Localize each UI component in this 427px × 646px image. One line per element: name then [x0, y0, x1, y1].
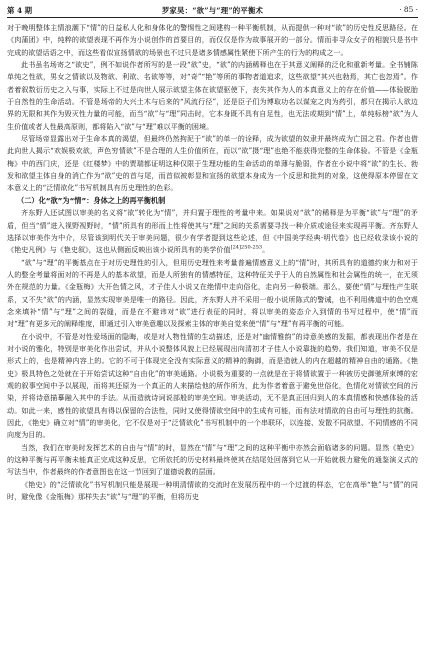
paragraph: 此书虽名场寄之“欲史”，例不如说作者所写的是一段“欲”史，“欲”的内涵稀释也在于其意义阐释的泛化和重新考量。全书铺陈单纯之性欲，男女之情欲以及物欲、利欲、名欲等等，对“奇”“艳”等所的事物者道追求，这些欲望“其兴也勃焉，其亡也忽焉”。作者着叙数衍历史之入与事，实际上不过是向世人展示欲望主体在欲望驱使下，丧失其作为人的本真意义上的存在价值——体验脱胎于自然性的生命活动。不管是场帝的大兴土木与后来的“风流行径”，还是臣子们为博取功名以谋宠之肉为药引，都只在揭示人欲边界的无限和其作为毁灭性力量的可能，而当“欲”与“理”同击时，它本身既不具有自足性，也无法或期到“情”上，单纯标榜“欲”为人生价值或者人性最高原则，都将陷入“欲”与“理”难以平衡的困境。	[7, 60, 418, 131]
running-header	[7, 4, 418, 18]
section-heading: （二）化“欲”为“情”：身体之上的再平衡机制	[17, 195, 166, 205]
paragraph: “欲”与“理”的平衡基点在于对历史理性的引入，但用历史理性来考量普遍情感意义上的“情”时，其所具有的道德约束力和对于人的整全考量将面对的不再是人的基本欲望，而是人所独有的情感特征，这种特征关乎于人的自然属性和社会属性的统一，在无须外在规范的力量。《金瓶梅》大开色情之风，才子佳人小说又在绝情中走向俗化，走向另一种极端。那么，要使“情”与理性产生联系，又不失“欲”的内涵，显然实现审美是唯一的路径。因此，齐东野人并不采用一般小说所陈式的警诫，也不利用佛道中的色空观念来填补“情”与“理”之间的裂缝，而是在不避讳对“欲”进行表征的同时，将以审美的姿态介入到情的书写过程中，使“情”而对“理”有更多元的阐释维度，即通过引入审美意趣以及探索主体的审美自觉来使“情”与“理”有再平衡的可能。	[7, 257, 418, 329]
article-body	[7, 22, 418, 642]
paragraph: 对于晚明整体主情浪潮下“情”的日益私人化和身体化的警惕性之间建构一种平衡机制，从而提供一种对“欲”的历史性反思路径。在《肉蒲团》中，纯粹的欲望表现不再作为小说创作的首要目的，而仅仅是作为故事展开的一部分。情而非寻众女子的相貌只是书中完成的欲望话语之中，而这些看似宣扬情欲的场景也不过只是诸多情感属性紧使下所产生的行为的构成之一。	[7, 23, 418, 57]
paragraph: 齐东野人还试图以审美的名义将“欲”转化为“情”，并归置于理性的考量中来。如果说对“欲”的稀释是为平衡“欲”与“理”的矛盾，但当“情”进入视野视野时，“情”所具有的形而上性将使其与“理”之间的关系需要寻找一种介质或途径来实现再平衡。齐东野人选择以审美作为中介，尽管该到明代关于审美问题，很少有学者提到这些论述，但《中国美学经典·明代卷》也已经收录该小说的《艳史凡例》与《艳史叙》，这也从侧面反映出该小说所具有的美学价值$^{[24]250-253}$。	[7, 208, 418, 255]
paragraph: 在小说中，不管是对性爱场面的隐晦，或是对人物性情的生动描述，还是对“幽情雅韵”的诗意美感的发掘，都表现出作者是在对小说的雅化，特别是审美化作出尝试，并从小说整体风貌上已经展现出向清初才子佳人小说靠拢的趋势。我们知道，审美不仅是形式上的，也是精神内容上的。它的不可于体现完全没有实际意义的精神的胸御，而是造就人的内在超越的精神自由的通路。《艳史》极具特色之处就在于开始尝试这种“自由化”的审美通路。小说极为重要的一点就是在于将情欲置于一种被历史御驰所束缚的宏观的叙事空间中予以展现，而将其还原为一个真正的人来描绘他的所作所为，此为作者着意于避免世俗化，色情化对情欲空间的污染，并将诗意描摹融入其中的手法。从而造就诗词说部般的审美空间。审美活动，无不是真正回归到人的本真情感和快感体验的活动。如此一来，感性的欲望具有得以保留的合法性，同时又使得情欲空间中的生成有可能，而有法对情欲的自由可与理性的抗衡。因此，《艳史》确立对“情”的审美化，它不仅是对于“泛情欲化”书写机制中的一个串联环，以连接、发散不同欲望、不同情感的不同向度为目的。	[7, 331, 418, 440]
paragraph: 《艳史》的“泛情欲化”书写机制只能是展现一种明清情欲的交流时在发展历程中的一个过渡的样态，它在高举“艳”与“情”的同时，避免像《金瓶梅》那样失去“欲”与“理”的平衡，但将历史	[7, 479, 418, 502]
citation-marker: [24]250-253	[230, 244, 263, 251]
page-number: · 85 ·	[399, 5, 418, 14]
issue-label: 第 4 期	[7, 6, 33, 15]
paragraph: 尽管场帝显露出对于生命本真的渴望，但最终仍然拘泥于“欲”的单一的诠释，成为欲望的奴隶并最终成为亡国之君。作者也借此向世人揭示“欢娱极欢欲，声色穷情欲”不是合理的人生价值所在，而以“欲”摄“理”也绝不能获得完整的生命体验。不管是《金瓶梅》中的西门庆，还是《红楼梦》中的贾瑞都证明这种仅限于生理功能的生命活动的单薄与脆弱，作者在小说中将“欲”的生长、勃发和欲望主体自身的消亡作为“欲”史的首与尾，而首似被彰显和宣扬的欲望本身成为一个反思和批判的对象，这使得原本停留在文本意义上的“泛情欲化”书写机制具有历史理性的色彩。	[7, 134, 418, 193]
running-title: 罗家昊：“欲”与“理”的平衡术	[161, 6, 264, 15]
paragraph: 当然，我们在审美时发挥艺术的自由与“情”的时，显然在“情”与“理”之间的这种平衡中亦然会面临诸多的问题。显然《艳史》的这种平衡与再平衡未能真正完成这种反思，它所依托的历史材料最终使其在结尾处回落到它从一开始就极力避免的通鉴演义式的写法当中，作者最终的作者意图也在这一节回到了道德说教的层面。	[7, 442, 418, 477]
